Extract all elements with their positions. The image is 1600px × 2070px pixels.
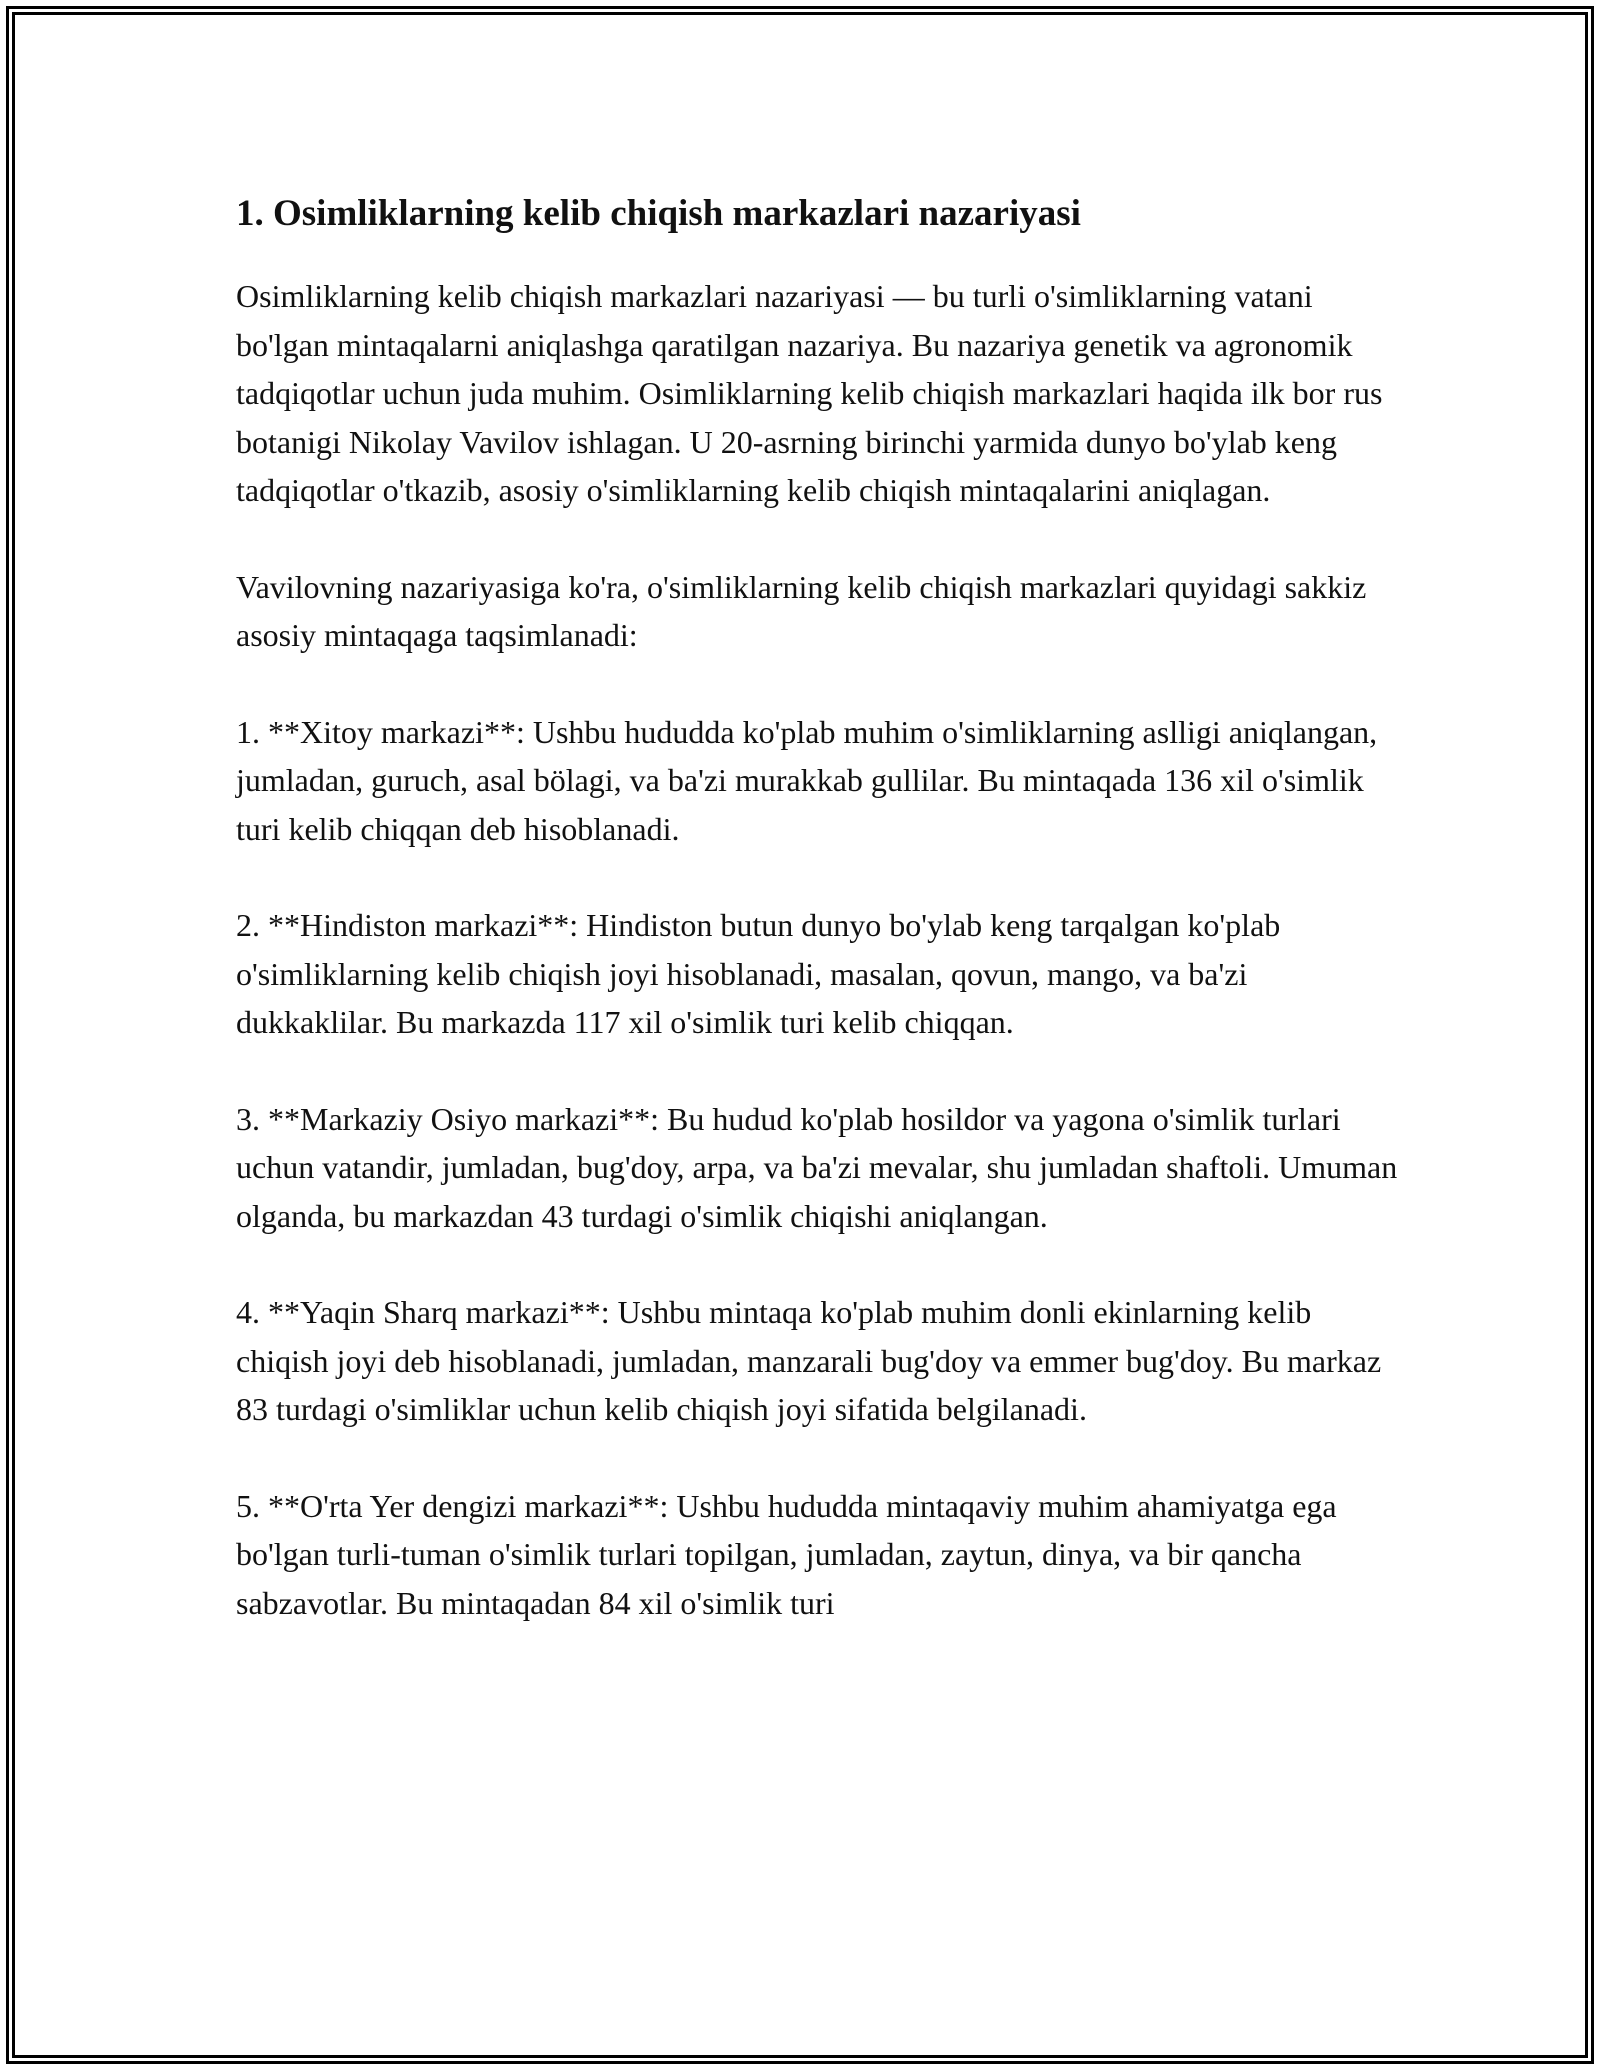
paragraph-intro: Osimliklarning kelib chiqish markazlari nazariyasi — bu turli o'simliklarning vatani bo'lgan mintaqalarni aniqlashga qaratilgan nazariya. Bu nazariya genetik va agronomik tadqiqotlar uchun juda muhim. Osimliklarning kelib chiqish markazlari haqida ilk bor rus botanigi Nikolay Vavilov ishlagan. U 20-asrning birinchi yarmida dunyo bo'ylab keng tadqiqotlar o'tkazib, asosiy o'simliklarning kelib chiqish mintaqalarini aniqlagan. — [236, 278, 1383, 508]
list-item-central-asia-center: 3. **Markaziy Osiyo markazi**: Bu hudud ko'plab hosildor va yagona o'simlik turlari uchun vatandir, jumladan, bug'doy, arpa, va ba'zi mevalar, shu jumladan shaftoli. Umuman olganda, bu markazdan 43 turdagi o'simlik chiqishi aniqlangan. — [236, 1100, 1398, 1234]
list-item-china-center: 1. **Xitoy markazi**: Ushbu hududda ko'plab muhim o'simliklarning aslligi aniqlangan, jumladan, guruch, asal bölagi, va ba'zi murakkab gullilar. Bu mintaqada 136 xil o'simlik turi kelib chiqqan deb hisoblanadi. — [236, 713, 1378, 847]
paragraph-vavilov-centers: Vavilovning nazariyasiga ko'ra, o'simliklarning kelib chiqish markazlari quyidagi sakkiz asosiy mintaqaga taqsimlanadi: — [236, 568, 1367, 653]
section-heading: 1. Osimliklarning kelib chiqish markazlari nazariyasi — [236, 193, 1081, 234]
list-item-mediterranean-center: 5. **O'rta Yer dengizi markazi**: Ushbu hududda mintaqaviy muhim ahamiyatga ega bo'lgan turli-tuman o'simlik turlari topilgan, jumladan, zaytun, dinya, va bir qancha sabzavotlar. Bu mintaqadan 84 xil o'simlik turi — [236, 1487, 1337, 1621]
list-item-near-east-center: 4. **Yaqin Sharq markazi**: Ushbu mintaqa ko'plab muhim donli ekinlarning kelib chiqish joyi deb hisoblanadi, jumladan, manzarali bug'doy va emmer bug'doy. Bu markaz 83 turdagi o'simliklar uchun kelib chiqish joyi sifatida belgilanadi. — [236, 1294, 1382, 1427]
list-item-india-center: 2. **Hindiston markazi**: Hindiston butun dunyo bo'ylab keng tarqalgan ko'plab o'simliklarning kelib chiqish joyi hisoblanadi, masalan, qovun, mango, va ba'zi dukkaklilar. Bu markazda 117 xil o'simlik turi kelib chiqqan. — [236, 907, 1281, 1040]
document-body — [236, 184, 1406, 1675]
